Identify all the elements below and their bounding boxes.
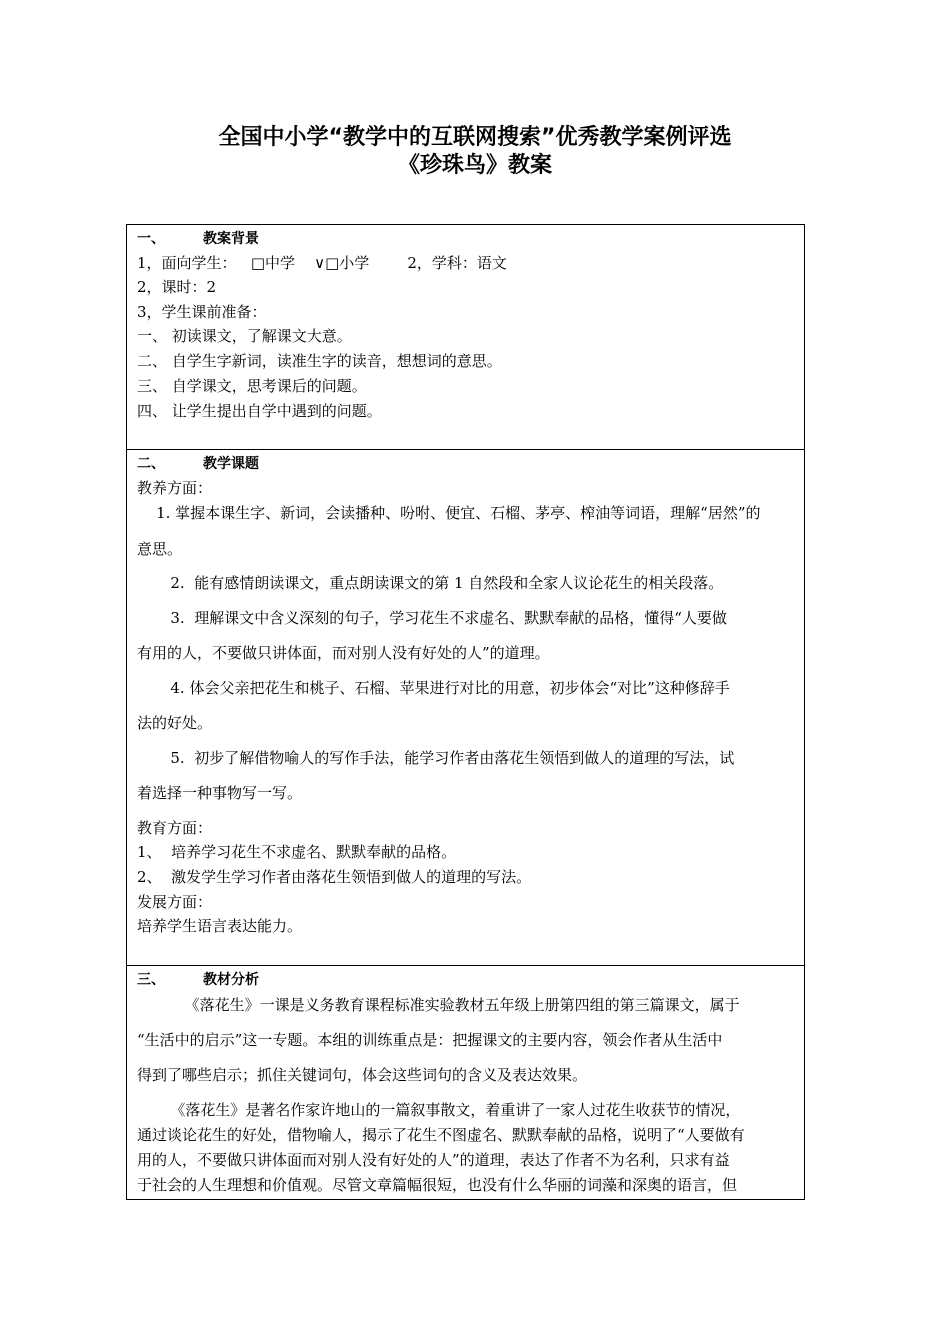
- text-line: 3，学生课前准备：: [137, 303, 267, 321]
- text-line: 着选择一种事物写一写。: [137, 784, 303, 802]
- text-line: 用的人，不要做只讲体面而对别人没有好处的人”的道理，表达了作者不为名利，只求有益: [137, 1151, 730, 1169]
- section-number: 三、: [137, 972, 165, 988]
- text-line: 1. 掌握本课生字、新词，会读播种、吩咐、便宜、石榴、茅亭、榨油等词语，理解“居然”的: [137, 504, 761, 522]
- section-heading: [137, 970, 796, 990]
- text-line: “生活中的启示”这一专题。本组的训练重点是：把握课文的主要内容，领会作者从生活中: [137, 1031, 723, 1049]
- text-line: 培养学生语言表达能力。: [137, 917, 303, 935]
- text-line: 《落花生》一课是义务教育课程标准实验教材五年级上册第四组的第三篇课文，属于: [137, 996, 740, 1014]
- document-title: 全国中小学“教学中的互联网搜索”优秀教学案例评选: [218, 125, 732, 150]
- section-title: 教案背景: [203, 231, 259, 247]
- text-line: 于社会的人生理想和价值观。尽管文章篇幅很短，也没有什么华丽的词藻和深奥的语言，但: [137, 1176, 738, 1194]
- text-line: 1，面向学生： □中学 ∨□小学 2，学科：语文: [137, 254, 507, 272]
- text-line: 法的好处。: [137, 714, 213, 732]
- text-line: 教养方面：: [137, 479, 213, 497]
- text-line: 1、 培养学习花生不求虚名、默默奉献的品格。: [137, 843, 457, 861]
- text-line: 5. 初步了解借物喻人的写作手法，能学习作者由落花生领悟到做人的道理的写法，试: [137, 749, 735, 767]
- text-line: 二、 自学生字新词，读准生字的读音，想想词的意思。: [137, 352, 502, 370]
- text-line: 三、 自学课文，思考课后的问题。: [137, 377, 367, 395]
- section-heading: [137, 454, 796, 474]
- section-heading: [137, 229, 796, 249]
- text-line: 得到了哪些启示；抓住关键词句，体会这些词句的含义及表达效果。: [137, 1066, 588, 1084]
- section-background: [127, 225, 804, 450]
- text-line: 一、 初读课文，了解课文大意。: [137, 327, 352, 345]
- text-line: 意思。: [137, 540, 183, 558]
- text-line: 4. 体会父亲把花生和桃子、石榴、苹果进行对比的用意，初步体会“对比”这种修辞手: [137, 679, 730, 697]
- section-teaching-topic: [127, 450, 804, 966]
- text-line: 发展方面：: [137, 893, 213, 911]
- section-title: 教材分析: [203, 972, 259, 988]
- lesson-plan-table: [126, 224, 805, 1200]
- document-subtitle: 《珍珠鸟》教案: [397, 153, 552, 178]
- text-line: 有用的人，不要做只讲体面，而对别人没有好处的人”的道理。: [137, 644, 550, 662]
- text-line: 教育方面：: [137, 819, 213, 837]
- section-material-analysis: [127, 966, 804, 1200]
- text-line: 3. 理解课文中含义深刻的句子，学习花生不求虚名、默默奉献的品格，懂得“人要做: [137, 609, 727, 627]
- section-number: 二、: [137, 456, 165, 472]
- section-title: 教学课题: [203, 456, 259, 472]
- text-line: 《落花生》是著名作家许地山的一篇叙事散文，着重讲了一家人过花生收获节的情况，: [137, 1101, 741, 1119]
- text-line: 通过谈论花生的好处，借物喻人，揭示了花生不图虚名、默默奉献的品格，说明了“人要做有: [137, 1126, 745, 1144]
- text-line: 2，课时：2: [137, 278, 217, 296]
- text-line: 2、 激发学生学习作者由落花生领悟到做人的道理的写法。: [137, 868, 532, 886]
- text-line: 2. 能有感情朗读课文，重点朗读课文的第 1 自然段和全家人议论花生的相关段落。: [137, 574, 724, 592]
- text-line: 四、 让学生提出自学中遇到的问题。: [137, 402, 382, 420]
- section-number: 一、: [137, 231, 165, 247]
